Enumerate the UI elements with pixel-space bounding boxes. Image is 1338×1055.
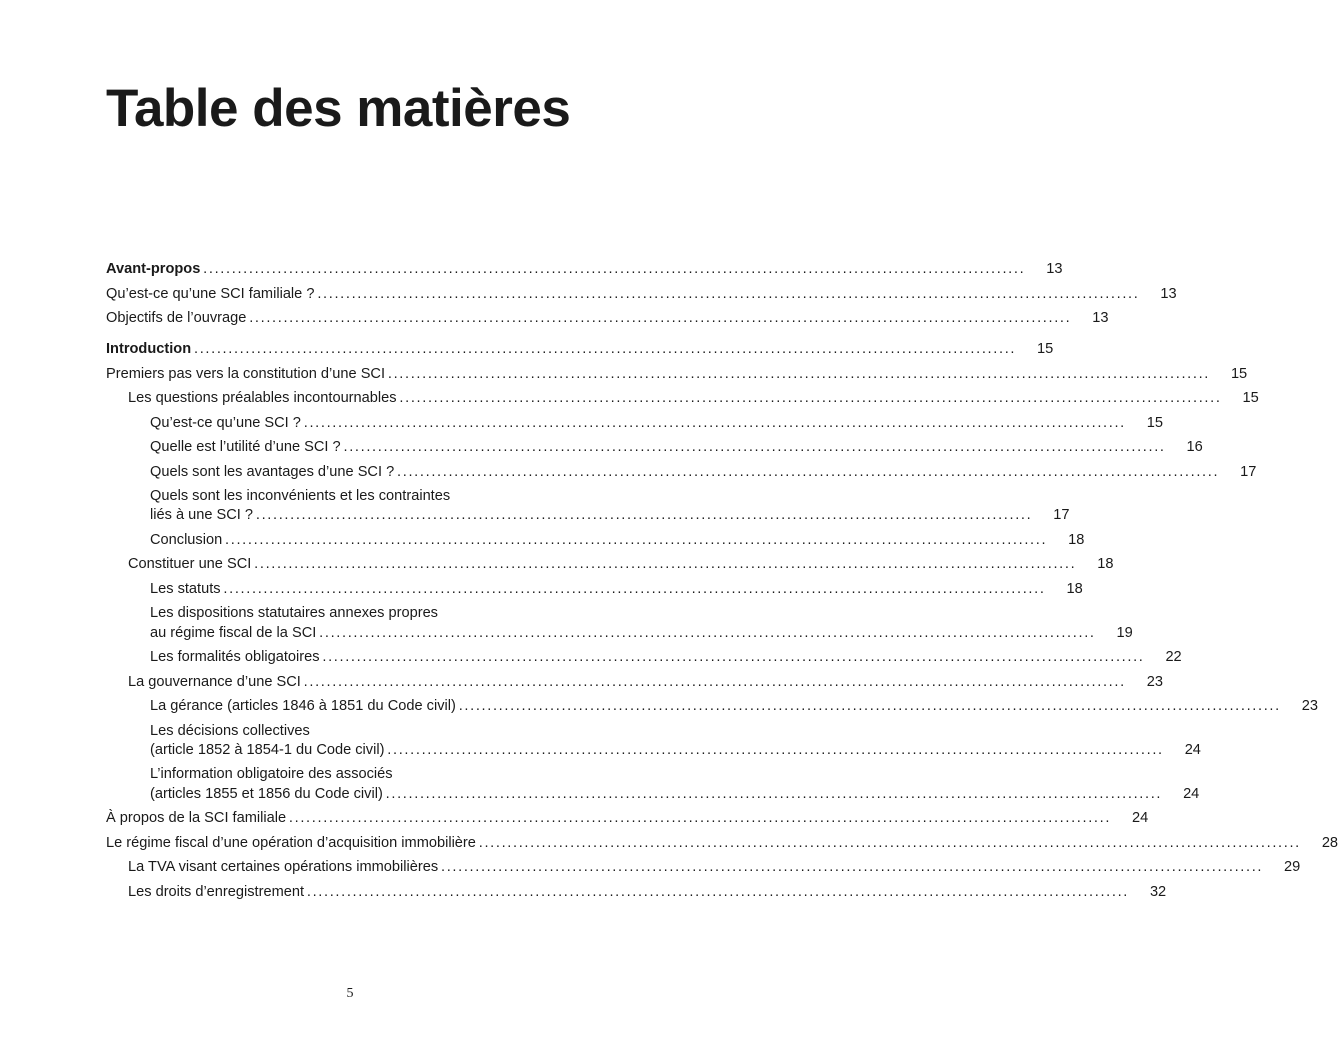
- toc-entry-avantages[interactable]: [106, 463, 1257, 482]
- toc-entry-conclusion[interactable]: [106, 531, 1085, 550]
- toc-entry-questions-prealables[interactable]: [106, 389, 1259, 408]
- toc-entry-page: 28: [1321, 834, 1338, 851]
- toc-entry-title: Quels sont les avantages d’une SCI ?: [150, 463, 395, 480]
- toc-entry-a-propos[interactable]: [106, 809, 1149, 828]
- toc-entry-title-line2: au régime fiscal de la SCI: [150, 624, 317, 641]
- toc-entry-premiers-pas[interactable]: [106, 365, 1248, 384]
- toc-entry-page: 19: [1116, 624, 1133, 641]
- toc-entry-title: Quelle est l’utilité d’une SCI ?: [150, 439, 341, 456]
- toc-entry-title: Conclusion: [150, 531, 223, 548]
- toc-entry-gouvernance[interactable]: [106, 673, 1163, 692]
- toc-entry-title: Les questions préalables incontournables: [128, 390, 397, 407]
- toc-entry-gerance[interactable]: [106, 697, 1318, 716]
- toc-entry-page: 15: [1230, 365, 1248, 382]
- toc-entry-title-line1: L’information obligatoire des associés: [150, 766, 393, 783]
- toc-entry-page: 23: [1301, 698, 1318, 715]
- toc-entry-page: 15: [1146, 414, 1164, 431]
- toc-entry-page: 15: [1242, 390, 1259, 407]
- toc-entry-page: 18: [1066, 580, 1083, 597]
- toc-entry-title: Le régime fiscal d’une opération d’acquisition immobilière: [106, 834, 476, 851]
- toc-entry-quest-ce-sci[interactable]: [106, 414, 1164, 433]
- toc-entry-page: 13: [1046, 261, 1063, 277]
- toc-entry-title: Introduction: [106, 341, 192, 358]
- page-number: 5: [346, 986, 354, 1001]
- toc-entry-sci-familiale[interactable]: [106, 285, 1177, 304]
- toc-entry-title: La gérance (articles 1846 à 1851 du Code civil): [150, 698, 456, 715]
- toc-entry-title: Qu’est-ce qu’une SCI ?: [150, 414, 301, 431]
- toc-entry-title: Objectifs de l’ouvrage: [106, 310, 247, 326]
- toc-entry-inconvenients[interactable]: [106, 487, 1070, 525]
- page-title: Table des matières: [106, 79, 571, 138]
- toc-entry-title: La gouvernance d’une SCI: [128, 673, 301, 690]
- toc-entry-title-line2: (article 1852 à 1854-1 du Code civil): [150, 741, 385, 758]
- toc-entry-page: 22: [1165, 649, 1182, 666]
- toc-entry-objectifs[interactable]: [106, 309, 1109, 328]
- toc-entry-page: 23: [1146, 673, 1163, 690]
- toc-entry-decisions[interactable]: [106, 722, 1201, 760]
- toc-entry-droits[interactable]: [106, 883, 1167, 902]
- toc-entry-page: 24: [1131, 810, 1149, 827]
- toc-entry-title: Constituer une SCI: [128, 556, 252, 573]
- toc-entry-tva[interactable]: [106, 858, 1301, 877]
- toc-entry-avant-propos[interactable]: [106, 260, 1063, 279]
- toc-entry-page: 17: [1053, 507, 1070, 524]
- toc-entry-introduction[interactable]: [106, 340, 1054, 359]
- toc-entry-page: 24: [1183, 785, 1200, 802]
- toc-entry-title: La TVA visant certaines opérations immobilières: [128, 859, 439, 876]
- toc-entry-page: 13: [1092, 310, 1109, 326]
- toc-entry-title: À propos de la SCI familiale: [106, 810, 287, 827]
- toc-entry-title-line1: Les dispositions statutaires annexes propres: [150, 605, 438, 622]
- toc-entry-page: 29: [1284, 859, 1301, 876]
- toc-entry-title: Qu’est-ce qu’une SCI familiale ?: [106, 285, 315, 302]
- toc-entry-statuts[interactable]: [106, 580, 1083, 599]
- toc-entry-constituer[interactable]: [106, 555, 1114, 574]
- toc-entry-title-line2: (articles 1855 et 1856 du Code civil): [150, 785, 383, 802]
- toc-entry-formalites[interactable]: [106, 648, 1182, 667]
- toc-entry-regime-fiscal[interactable]: [106, 834, 1338, 853]
- toc-entry-utilite[interactable]: [106, 438, 1203, 457]
- toc-entry-title: Avant-propos: [106, 261, 201, 277]
- toc-entry-title-line1: Les décisions collectives: [150, 722, 310, 739]
- toc-entry-title: Les formalités obligatoires: [150, 649, 320, 666]
- toc-entry-page: 18: [1097, 556, 1114, 573]
- toc-entry-page: 16: [1186, 439, 1203, 456]
- toc-entry-title: Premiers pas vers la constitution d’une SCI: [106, 365, 386, 382]
- toc-entry-page: 15: [1037, 341, 1054, 358]
- toc-entry-title-line2: liés à une SCI ?: [150, 507, 254, 524]
- toc-entry-page: 24: [1184, 741, 1201, 758]
- toc-entry-page: 13: [1160, 285, 1177, 302]
- toc-entry-title-line1: Quels sont les inconvénients et les contraintes: [150, 488, 451, 505]
- toc-entry-information[interactable]: [106, 765, 1200, 803]
- toc-entry-dispositions[interactable]: [106, 604, 1133, 642]
- toc-entry-page: 17: [1240, 463, 1257, 480]
- toc-entry-page: 18: [1068, 531, 1085, 548]
- toc-entry-title: Les statuts: [150, 580, 221, 597]
- toc-entry-title: Les droits d’enregistrement: [128, 883, 305, 900]
- toc-entry-page: 32: [1149, 883, 1167, 900]
- table-of-contents: [106, 260, 1338, 907]
